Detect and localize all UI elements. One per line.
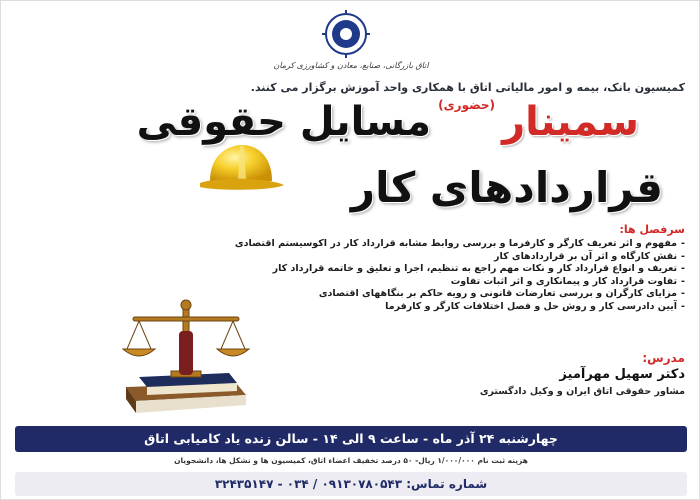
scales-of-justice-icon bbox=[111, 291, 261, 421]
outline-item: -مزایای کارگران و بررسی تعارضات قانونی و رویه حاکم بر بنگاههای اقتصادی bbox=[318, 288, 685, 300]
teacher-name: دکتر سهیل مهرآمیز bbox=[559, 367, 685, 382]
topic-line-1: مسایل حقوقی bbox=[136, 99, 432, 145]
hardhat-icon bbox=[196, 141, 286, 197]
outline-item: -آیین دادرسی کار و روش حل و فصل اختلافات کارگر و کارفرما bbox=[385, 300, 685, 312]
seminar-title: سمینار bbox=[502, 99, 639, 145]
fee-text: هزینه ثبت نام ۱/۰۰۰/۰۰۰ ریال- ۵۰ درصد تخفیف اعضاء اتاق، کمیسیون ها و تشکل ها، دانشجویان bbox=[174, 456, 528, 465]
law-books-icon bbox=[126, 373, 246, 413]
outline-item: -نقش کارگاه و اثر آن بر قراردادهای کار bbox=[494, 250, 685, 262]
schedule-bar: چهارشنبه ۲۴ آذر ماه - ساعت ۹ الی ۱۴ - سالن زنده یاد کامیابی اتاق bbox=[15, 426, 687, 452]
outline-item: -تعریف و انواع قرارداد کار و نکات مهم راجع به تنظیم، اجرا و تعلیق و خاتمه قرارداد کار bbox=[272, 263, 685, 275]
contact-bar bbox=[15, 472, 687, 496]
intro-text: کمیسیون بانک، بیمه و امور مالیاتی اتاق با همکاری واحد آموزش برگزار می کنند. bbox=[250, 81, 685, 94]
contact-phones: ۰۹۱۳۰۷۸۰۵۴۳ / ۰۳۴ - ۳۲۴۳۵۱۴۷ bbox=[214, 477, 403, 491]
chamber-of-commerce-emblem-icon bbox=[316, 9, 376, 59]
teacher-section bbox=[325, 351, 685, 397]
contact-label: شماره تماس: bbox=[406, 477, 488, 491]
topic-line-2: قراردادهای کار bbox=[350, 163, 663, 212]
teacher-role: مشاور حقوقی اتاق ایران و وکیل دادگستری bbox=[479, 386, 685, 397]
teacher-label: مدرس: bbox=[642, 351, 685, 365]
seminar-format: (حضوری) bbox=[438, 98, 496, 112]
org-name: اتاق بازرگانی، صنایع، معادن و کشاورزی کرمان bbox=[273, 61, 429, 70]
outline-title: سرفصل ها: bbox=[619, 223, 685, 236]
outline-item: -مفهوم و اثر تعریف کارگر و کارفرما و بررسی روابط مشابه قرارداد کار در اکوسیستم اقتصادی bbox=[234, 238, 685, 249]
outline-item: -تفاوت قرارداد کار و پیمانکاری و اثر اثبات تفاوت bbox=[450, 275, 685, 287]
